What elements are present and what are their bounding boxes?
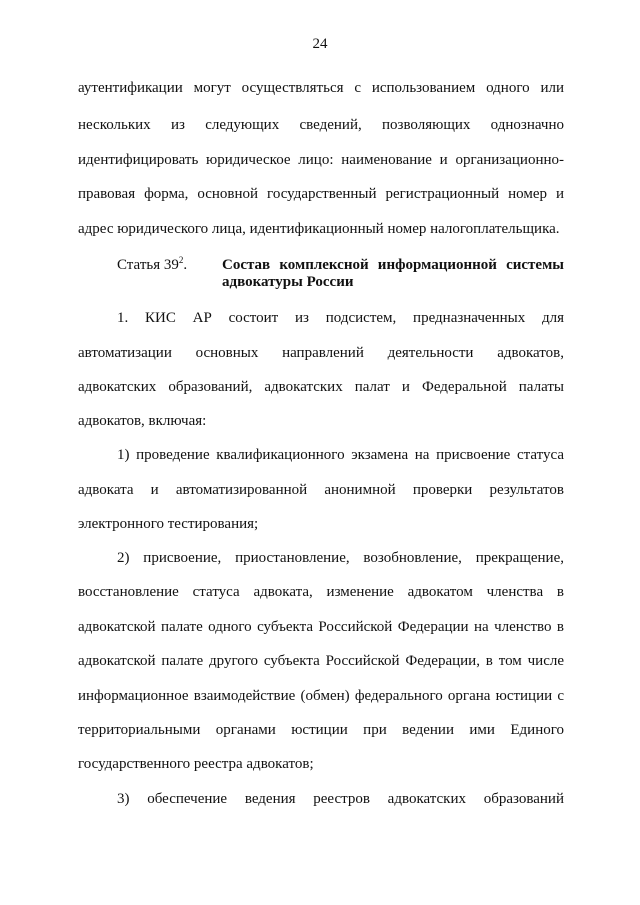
text-line: электронного тестирования; [78,516,259,532]
article-title-line: адвокатуры России [222,274,354,290]
page-number: 24 [312,36,328,52]
article-title-line: Состав комплексной информационной системы [222,257,564,273]
text-line: 3) обеспечение ведения реестров адвокатских образований [117,791,564,807]
text-line: адвокатских образований, адвокатских палат и Федеральной палаты [78,379,564,395]
text-line: нескольких из следующих сведений, позволяющих однозначно [78,117,564,133]
text-line: автоматизации основных направлений деятельности адвокатов, [78,345,564,361]
article-label [117,255,187,275]
text-line: восстановление статуса адвоката, изменение адвокатом членства в [78,584,564,600]
text-line: адрес юридического лица, идентификационный номер налогоплательщика. [78,221,560,237]
article-label-text: Статья 39 [117,257,179,273]
article-label-suffix: . [183,257,188,273]
text-line: 2) присвоение, приостановление, возобновление, прекращение, [117,550,564,566]
text-line: правовая форма, основной государственный регистрационный номер и [78,186,564,202]
text-line: адвокатов, включая: [78,413,207,429]
article-superscript: 2 [178,255,184,265]
text-line: адвокатской палате другого субъекта Российской Федерации, в том числе [78,653,564,669]
text-line: территориальными органами юстиции при ведении ими Единого [78,722,564,738]
text-line: 1) проведение квалификационного экзамена на присвоение статуса [117,447,564,463]
text-line: адвокатской палате одного субъекта Российской Федерации на членство в [78,619,564,635]
text-line: государственного реестра адвокатов; [78,756,314,772]
text-line: аутентификации могут осуществляться с использованием одного или [78,80,564,96]
text-line: адвоката и автоматизированной анонимной проверки результатов [78,482,564,498]
text-line: идентифицировать юридическое лицо: наименование и организационно- [78,152,564,168]
text-line: информационное взаимодействие (обмен) федерального органа юстиции с [78,688,564,704]
text-line: 1. КИС АР состоит из подсистем, предназначенных для [117,310,564,326]
